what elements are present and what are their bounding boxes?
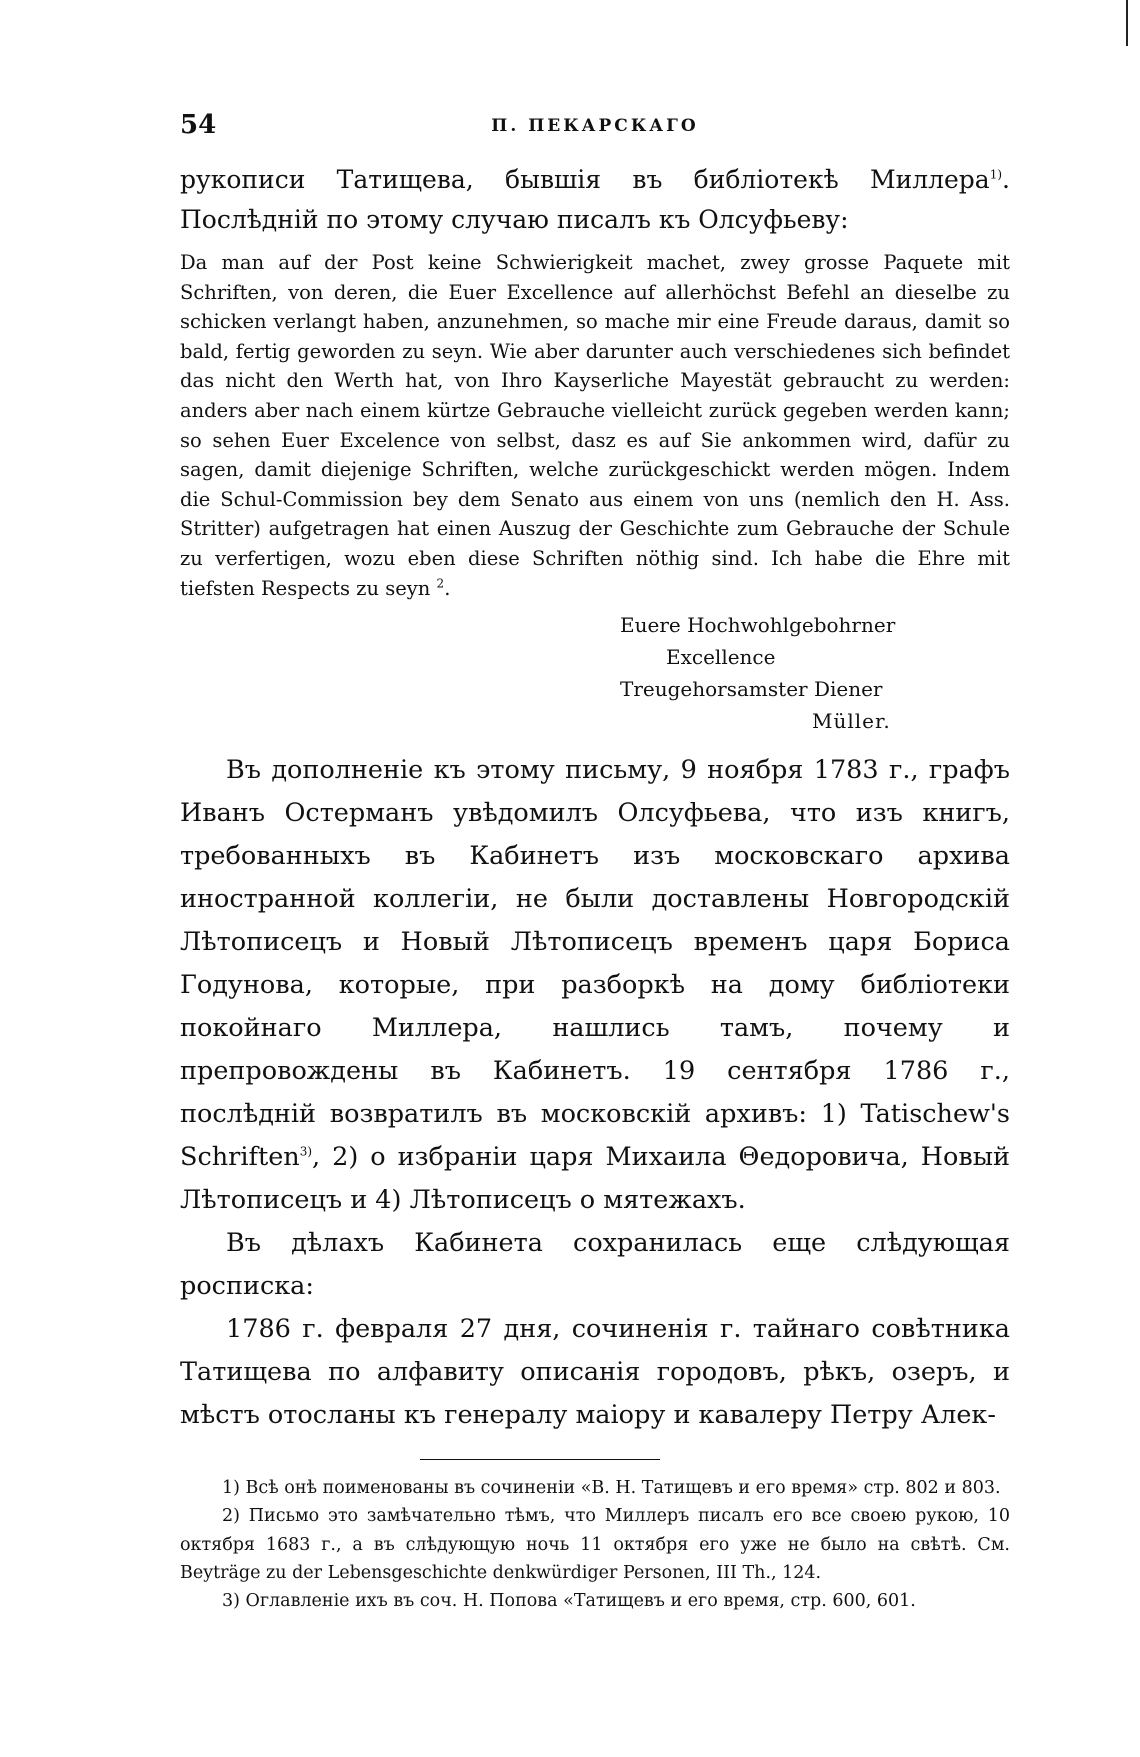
footnote-ref-3: 3) (299, 1144, 313, 1159)
letter-text: Da man auf der Post keine Schwierigkeit machet, zwey grosse Paquete mit Schriften, von deren, die Euer Excellence auf allerhöchst Befehl an dieselbe zu schicken verlangt haben, anzunehmen, so mache mir eine Freude daraus, damit so bald, fertig geworden zu seyn. Wie aber darunter auch verschiedenes sich befindet das nicht den Werth hat, von Ihro Kayserliche Mayestät gebraucht zu werden: anders aber nach einem kürtze Gebrauche vielleicht zurück gegeben werden kann; so sehen Euer Excelence von selbst, dasz es auf Sie ankommen wird, dafür zu sagen, damit diejenige Schriften, welche zurückgeschickt werden mögen. Indem die Schul-Commission bey dem Senato aus einem von uns (nemlich den H. Ass. Stritter) aufgetragen hat einen Auszug der Geschichte zum Gebrauche der Schule zu verfertigen, wozu eben diese Schriften nöthig sind. Ich habe die Ehre mit tiefsten Respects zu seyn (180, 251, 1010, 600)
body-paragraph: Въ дѣлахъ Кабинета сохранилась еще слѣдующая росписка: (180, 1228, 1010, 1302)
footnote-ref-2: 2 (436, 576, 445, 591)
page-header (180, 110, 1010, 150)
signature-line: Excellence (666, 645, 776, 670)
letter-signature (180, 609, 1010, 737)
footnote: 3) Оглавленіе ихъ въ соч. Н. Попова «Татищевъ и его время, стр. 600, 601. (222, 1591, 916, 1612)
footnote: 2) Письмо это замѣчательно тѣмъ, что Миллеръ писалъ его все своею рукою, 10 октября 1683 г., а въ слѣдующую ночь 11 октября его уже не было на свѣтѣ. См. Beyträge zu der Lebensgeschichte denkwürdiger Personen, III Th., 124. (180, 1506, 1010, 1584)
page-number: 54 (180, 110, 217, 140)
footnote-ref-1: 1) (989, 167, 1003, 182)
intro-paragraph (180, 160, 1010, 240)
footnote: 1) Всѣ онѣ поименованы въ сочиненіи «В. Н. Татищевъ и его время» стр. 802 и 803. (222, 1478, 1001, 1499)
signature-name: Müller. (812, 709, 891, 734)
intro-text: рукописи Татищева, бывшія въ библіотекѣ Миллера (180, 165, 990, 194)
body-text-segment: Въ дополненіе къ этому письму, 9 ноября 1783 г., графъ Иванъ Остерманъ увѣдомилъ Олсуфьева, что изъ книгъ, требованныхъ въ Кабинетъ изъ московскаго архива иностранной коллегіи, не были доставлены Новгородскій Лѣтописецъ и Новый Лѣтописецъ временъ царя Бориса Годунова, которые, при разборкѣ на дому библіотеки покойнаго Миллера, нашлись тамъ, почему и препровождены въ Кабинетъ. 19 сентября 1786 г., послѣдній возвратилъ въ московскій архивъ: 1) Tatischew's Schriften (180, 755, 1010, 1173)
footnote-divider (420, 1459, 660, 1460)
page-edge-line (1126, 0, 1128, 46)
letter-quote (180, 248, 1010, 603)
body-text-segment: , 2) о избраніи царя Михаила Θедоровича, Новый Лѣтописецъ и 4) Лѣтописецъ о мятежахъ. (180, 1142, 1010, 1216)
footnotes (180, 1474, 1010, 1615)
running-title: П. ПЕКАРСКАГО (491, 116, 699, 136)
body-paragraph: 1786 г. февраля 27 дня, сочиненія г. тайнаго совѣтника Татищева по алфавиту описанія городовъ, рѣкъ, озеръ, и мѣстъ отосланы къ генералу маіору и кавалеру Петру Алек- (180, 1314, 1010, 1431)
body-text (180, 749, 1010, 1437)
body-paragraph (180, 749, 1010, 1222)
letter-end-mark: . (444, 576, 451, 600)
signature-line: Treugehorsamster Diener (620, 677, 883, 702)
signature-line: Euere Hochwohlgebohrner (620, 613, 896, 638)
book-page (180, 110, 1010, 1616)
intro-text-after: . Послѣдній по этому случаю писалъ къ Олсуфьеву: (180, 165, 1010, 234)
